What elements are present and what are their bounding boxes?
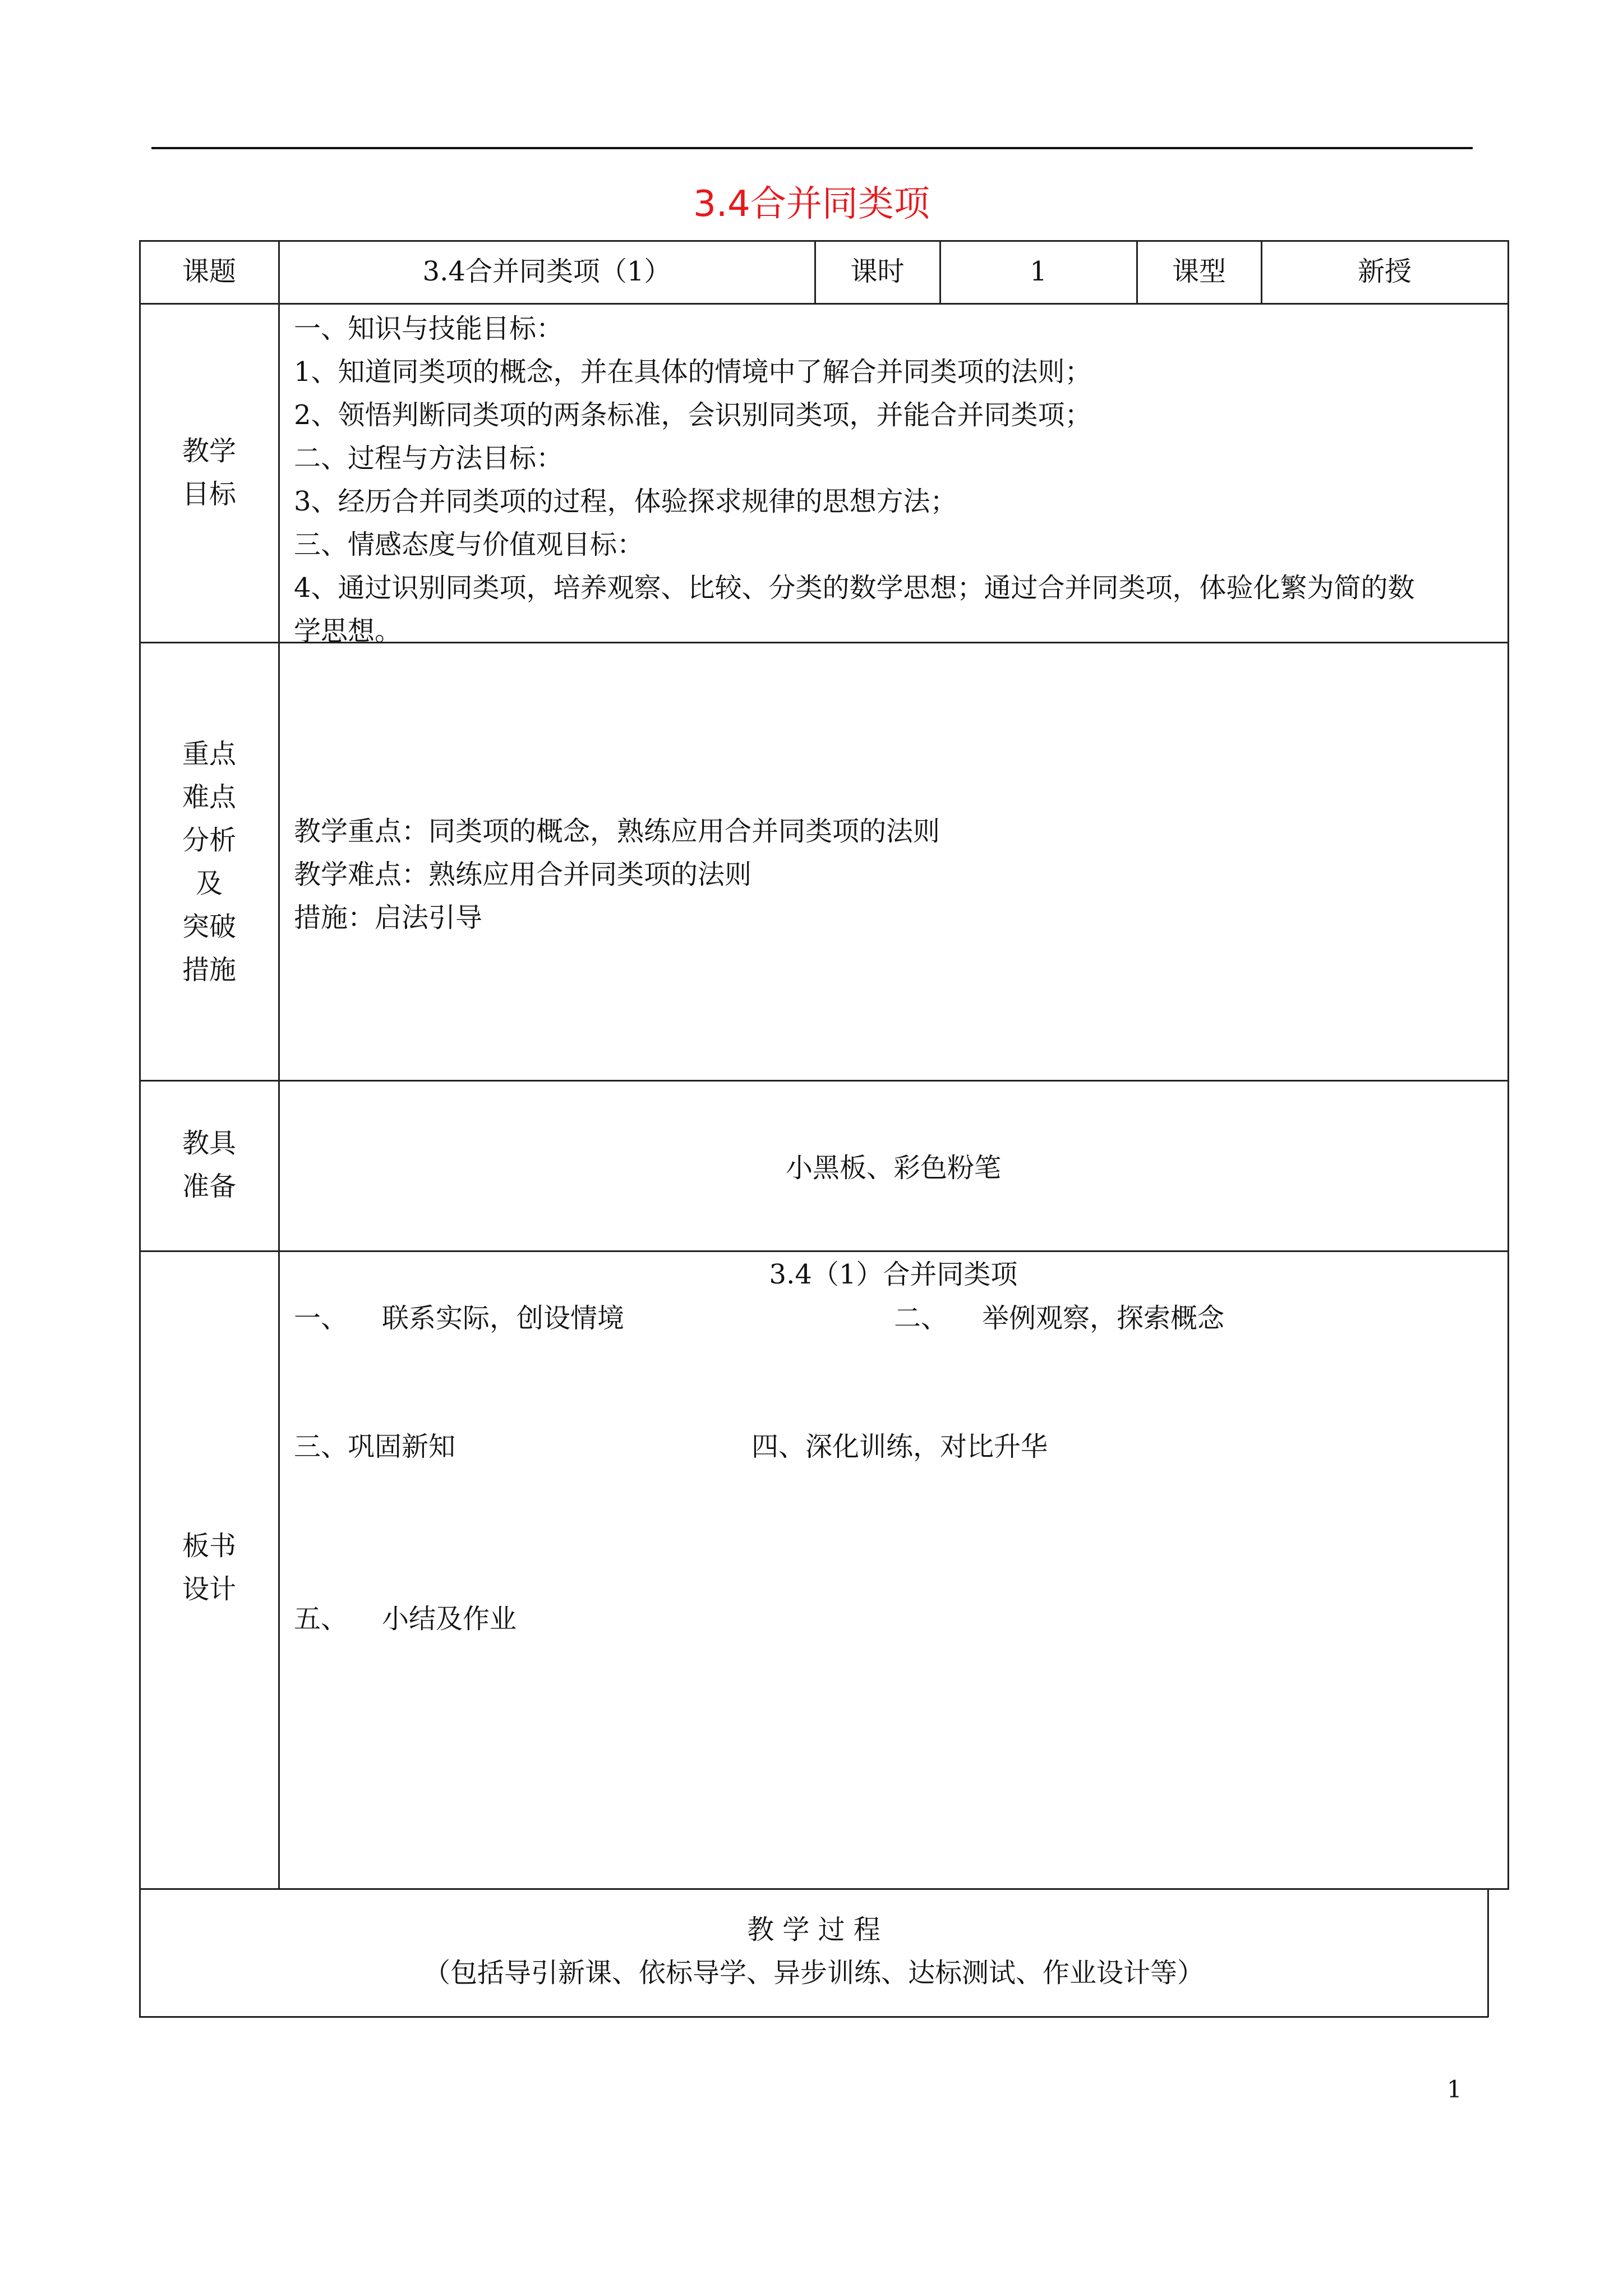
objective-line: 1、知道同类项的概念，并在具体的情境中了解合并同类项的法则； bbox=[294, 356, 1092, 388]
type-label: 课型 bbox=[1172, 256, 1226, 287]
label-line: 设计 bbox=[182, 1573, 236, 1605]
objective-line: 二、过程与方法目标： bbox=[294, 443, 564, 474]
key-point-line: 措施：启法引导 bbox=[294, 902, 483, 933]
objective-line: 3、经历合并同类项的过程，体验探求规律的思想方法； bbox=[294, 486, 957, 517]
board-item-5: 五、 小结及作业 bbox=[294, 1603, 517, 1635]
page-title: 3.4合并同类项 bbox=[693, 183, 930, 225]
label-line: 教学 bbox=[182, 435, 236, 467]
process-subtitle: （包括导引新课、依标导学、异步训练、达标测试、作业设计等） bbox=[423, 1957, 1204, 1989]
row-divider bbox=[139, 303, 1509, 305]
key-points-content bbox=[294, 810, 940, 940]
objective-line: 4、通过识别同类项，培养观察、比较、分类的数学思想；通过合并同类项，体验化繁为简的数 bbox=[294, 572, 1415, 604]
key-point-line: 教学难点：熟练应用合并同类项的法则 bbox=[294, 859, 752, 890]
key-points-label bbox=[140, 733, 278, 992]
board-item-2: 二、 举例观察，探索概念 bbox=[894, 1303, 1225, 1334]
row-divider bbox=[139, 1250, 1509, 1252]
table-border-right-process bbox=[1487, 1888, 1489, 2017]
period-label: 课时 bbox=[850, 256, 905, 287]
label-line: 及 bbox=[195, 868, 223, 899]
label-line: 突破 bbox=[182, 911, 236, 942]
topic-label: 课题 bbox=[182, 256, 236, 287]
board-item-4: 四、深化训练，对比升华 bbox=[751, 1431, 1048, 1462]
board-item-3: 三、巩固新知 bbox=[294, 1431, 456, 1462]
objective-line: 学思想。 bbox=[294, 615, 402, 647]
label-line: 板书 bbox=[182, 1530, 236, 1562]
label-line: 准备 bbox=[182, 1171, 236, 1202]
label-line: 目标 bbox=[182, 478, 236, 510]
label-line: 教具 bbox=[182, 1128, 236, 1159]
row-divider bbox=[139, 1080, 1509, 1082]
table-border-right bbox=[1507, 240, 1509, 1889]
key-point-line: 教学重点：同类项的概念，熟练应用合并同类项的法则 bbox=[294, 816, 940, 847]
board-heading: 3.4（1）合并同类项 bbox=[769, 1259, 1018, 1290]
board-item-1: 一、 联系实际，创设情境 bbox=[294, 1303, 625, 1334]
objective-line: 一、知识与技能目标： bbox=[294, 313, 564, 344]
top-rule bbox=[151, 147, 1473, 149]
label-line: 难点 bbox=[182, 781, 236, 813]
page-number: 1 bbox=[1447, 2076, 1462, 2103]
table-border-bottom bbox=[139, 2016, 1488, 2018]
objectives-content bbox=[294, 307, 1415, 653]
label-line: 措施 bbox=[182, 954, 236, 986]
period-value: 1 bbox=[1030, 256, 1047, 287]
objectives-label bbox=[140, 430, 278, 516]
label-line: 分析 bbox=[182, 825, 236, 856]
objective-line: 三、情感态度与价值观目标： bbox=[294, 529, 644, 560]
row-divider bbox=[139, 1888, 1509, 1890]
tools-label bbox=[140, 1122, 278, 1208]
column-divider bbox=[278, 240, 280, 1889]
table-border-top bbox=[139, 240, 1509, 242]
topic-value: 3.4合并同类项（1） bbox=[422, 256, 671, 287]
tools-content: 小黑板、彩色粉笔 bbox=[785, 1152, 1001, 1184]
type-value: 新授 bbox=[1357, 256, 1412, 287]
process-title: 教 学 过 程 bbox=[747, 1914, 880, 1945]
objective-line: 2、领悟判断同类项的两条标准，会识别同类项，并能合并同类项； bbox=[294, 399, 1092, 431]
label-line: 重点 bbox=[182, 738, 236, 770]
board-label bbox=[140, 1525, 278, 1611]
